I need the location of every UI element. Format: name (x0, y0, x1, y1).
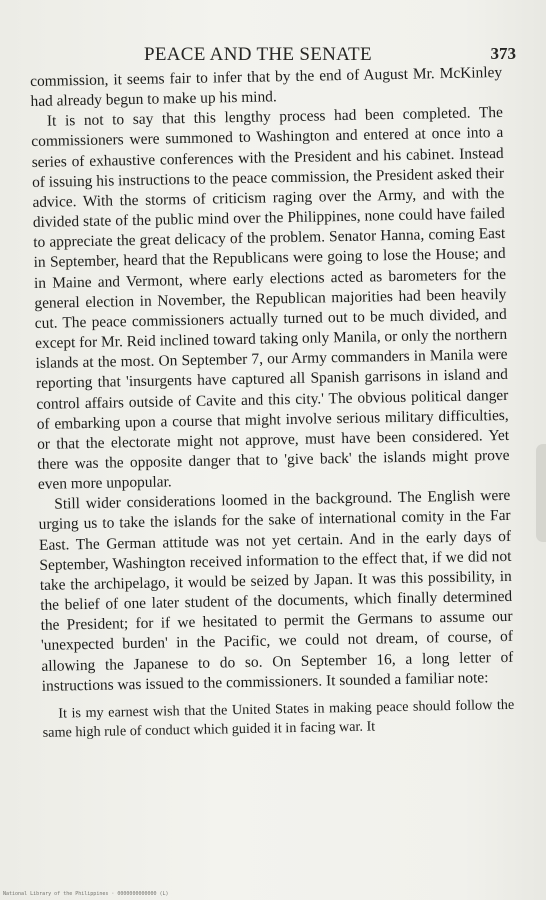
paragraph-wider-considerations: Still wider considerations loomed in the background. The English were urging us to take the islands for the sake of international comity in the Far East. The German attitude was not yet certain. And in the early days of September, Washington received information to the effect that, if we did not take the archipelago, it would be seized by Japan. It was this possibility, in the belief of one later student of the documents, which finally determined the President; for if we hesitated to permit the Germans to assume our 'unexpected burden' in the Pacific, we could not dream, of course, of allowing the Japanese to do so. On September 16, a long letter of instructions was issued to the commissioners. It sounded a familiar note: (38, 487, 514, 695)
paragraph-commission-process: It is not to say that this lengthy process had been completed. The commissioners were summoned to Washington and entered at once into a series of exhaustive conferences with the President and his cabinet. Instead of issuing his instructions to the peace commission, the President asked their advice. With the storms of criticism raging over the Army, and with the divided state of the public mind over the Philippines, none could have failed to appreciate the great delicacy of the problem. Senator Hanna, coming East in September, heard that the Republicans were going to lose the House; and in Maine and Vermont, where early elections acted as barometers for the general election in November, the Republican majorities had been heavily cut. The peace commissioners actually turned out to be much divided, and except for Mr. Reid inclined toward taking only Manila, or only the northern islands at the most. On September 7, our Army commanders in Manila were reporting that 'insurgents have captured all Spanish garrisons in island and control affairs outside of Cavite and this city.' The obvious political danger of embarking upon a course that might involve serious military difficulties, or that the electorate might not approve, must have been considered. Yet there was the opposite danger that to 'give back' the islands might prove even more unpopular. (31, 104, 510, 494)
digitization-footer: National Library of the Philippines · 0000000000000 (L) (3, 891, 169, 897)
running-title: PEACE AND THE SENATE (144, 44, 372, 65)
quoted-letter-excerpt: It is my earnest wish that the United States in making peace should follow the same high rule of conduct which guided it in facing war. It (42, 696, 515, 741)
page-number: 373 (490, 44, 516, 63)
scan-edge-mark (536, 444, 546, 542)
page-body-text (30, 63, 515, 743)
paragraph-continuation: commission, it seems fair to infer that by the end of August Mr. McKinley had already begun to make up his mind. (30, 63, 503, 111)
